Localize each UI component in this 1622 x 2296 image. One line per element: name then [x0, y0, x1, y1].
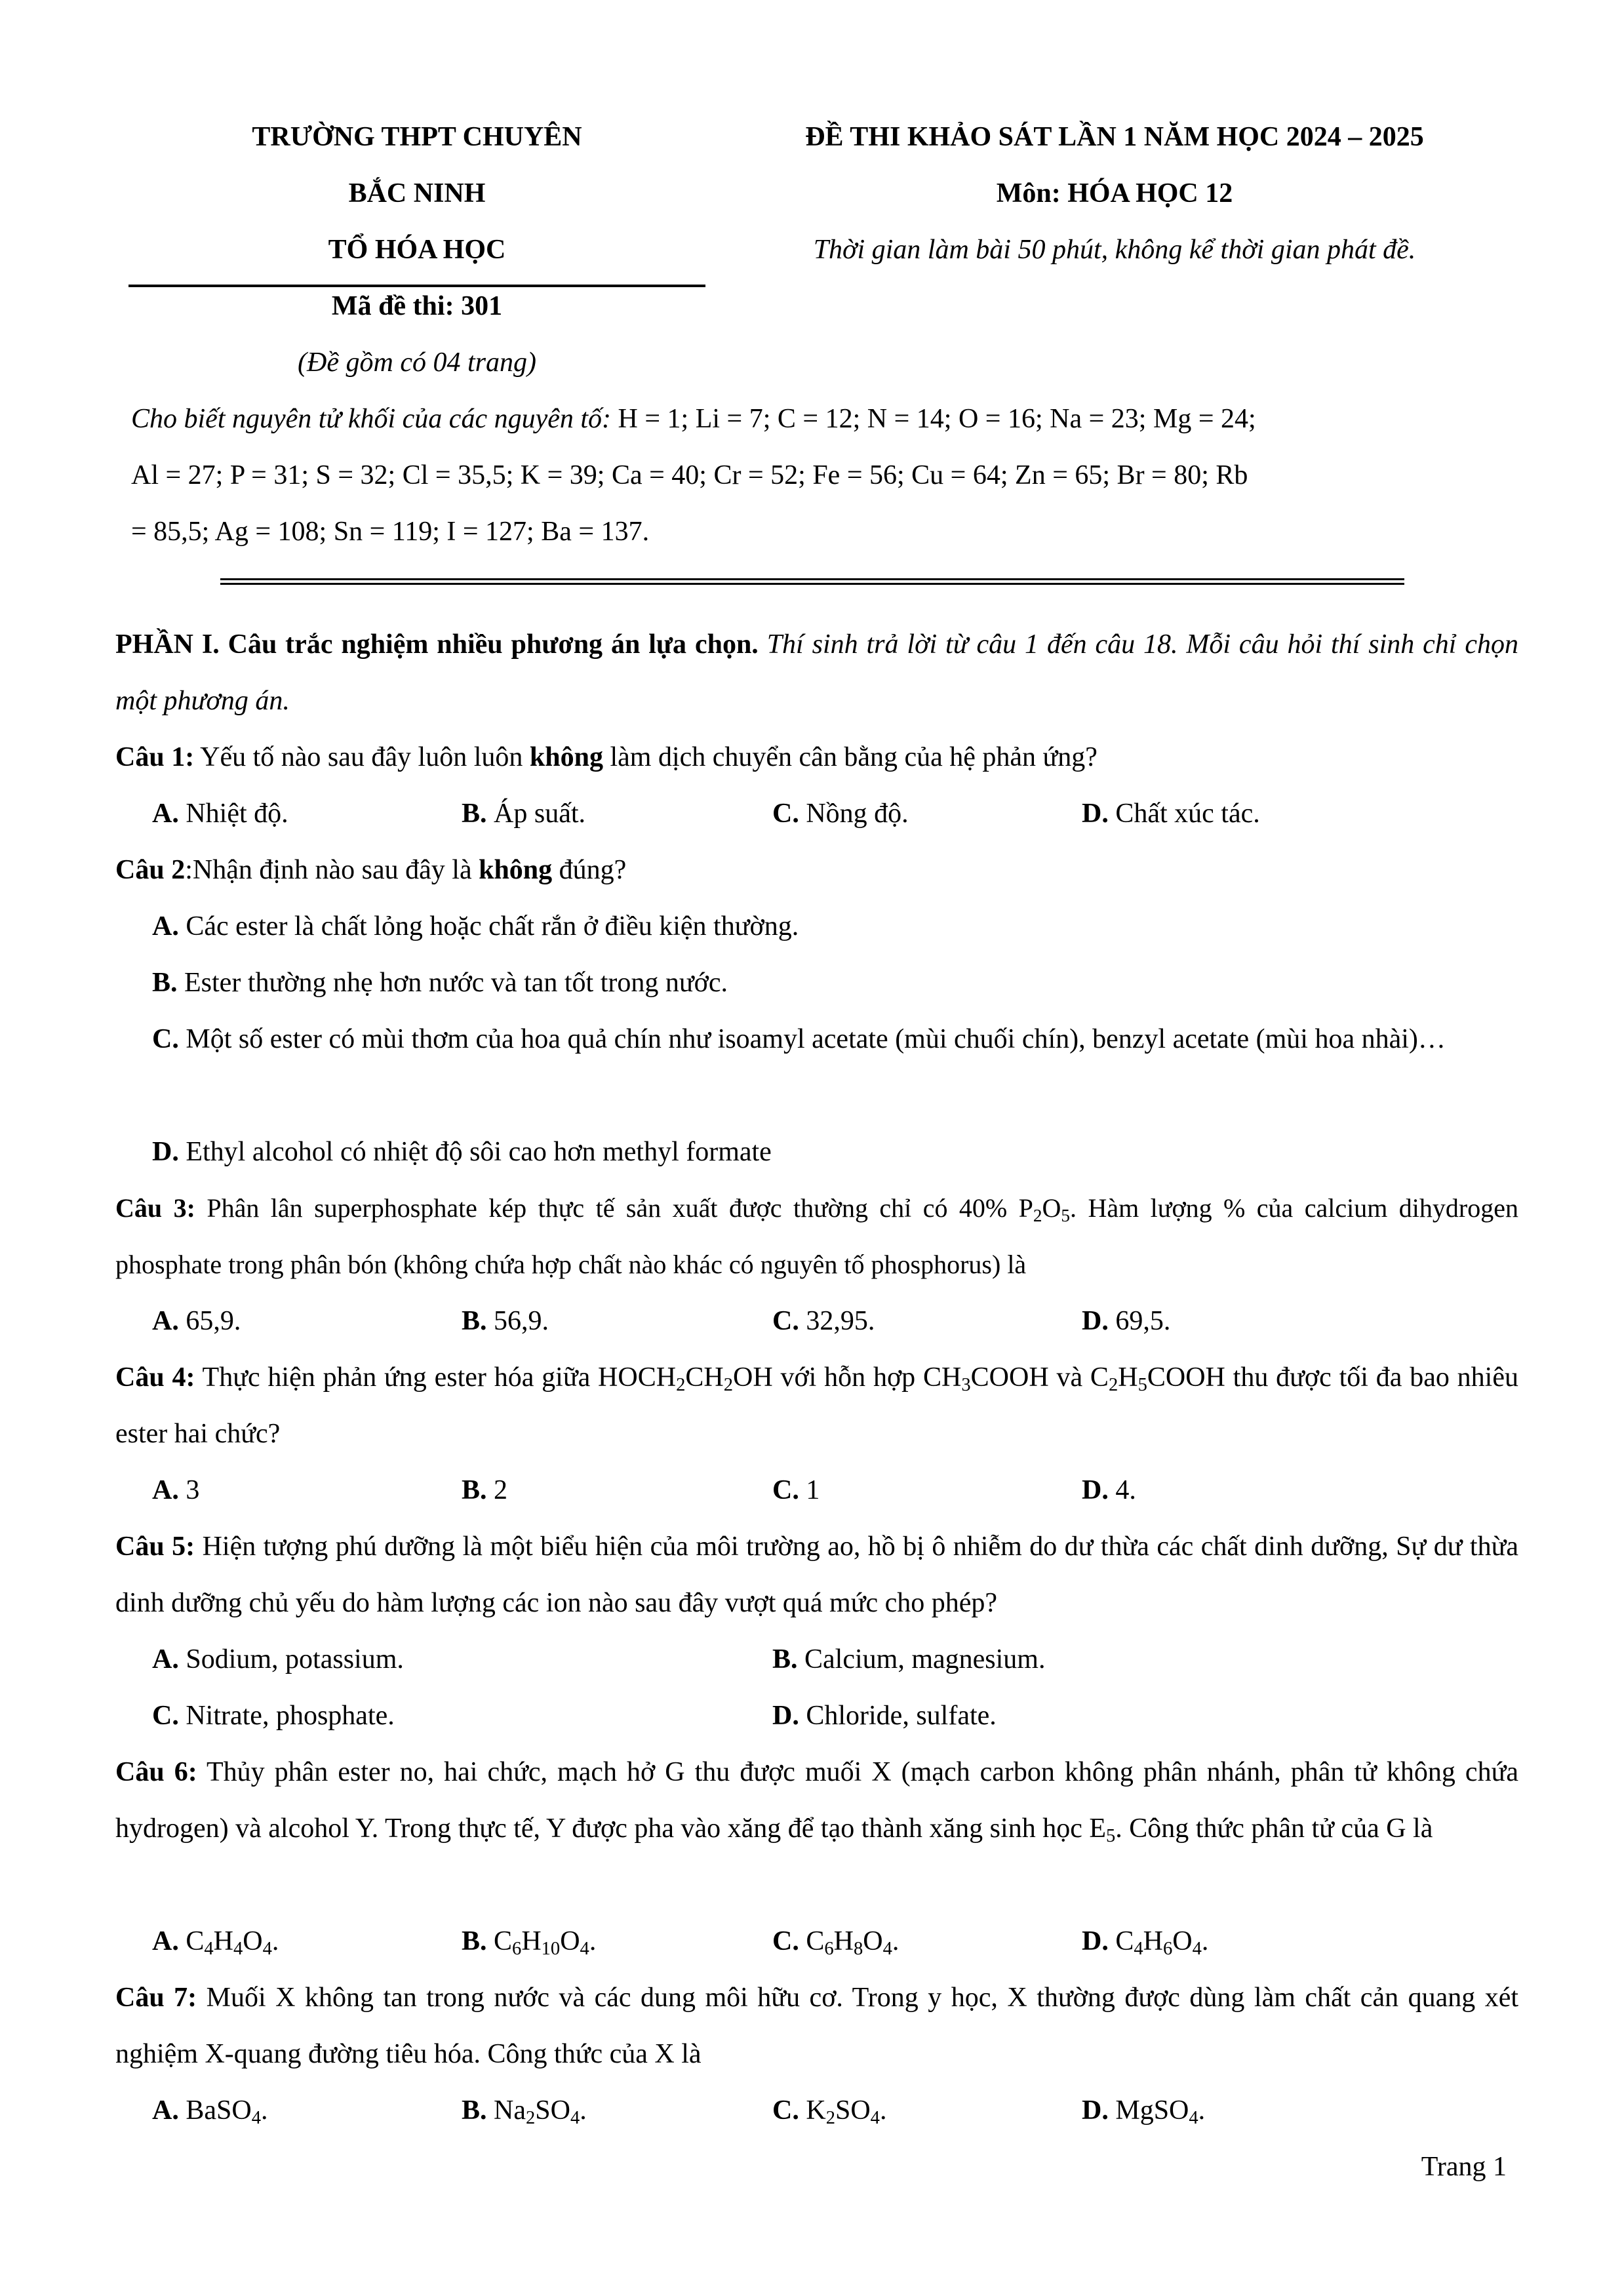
question-7-label: Câu 7:	[115, 1983, 197, 2013]
question-3-text-end: . Hàm lượng % của calcium dihydrogen phosphate trong phân bón (không chứa hợp chất nào khác có nguyên tố phosphorus) là	[115, 1193, 1518, 1279]
atomic-masses-line3: = 85,5; Ag = 108; Sn = 119; I = 127; Ba = 137.	[131, 517, 650, 547]
option-letter: D.	[152, 1137, 179, 1167]
subscript: 4	[570, 2108, 580, 2129]
formula-part: SO	[535, 2095, 570, 2126]
option-text: Ester thường nhẹ hơn nước và tan tốt trong nước.	[177, 968, 728, 998]
subscript: 5	[1106, 1826, 1116, 1847]
section-separator	[220, 578, 1404, 585]
question-5	[115, 1518, 1518, 1631]
question-1-label: Câu 1:	[115, 742, 195, 772]
option-letter: B.	[462, 1475, 487, 1505]
formula-part: .	[580, 2095, 587, 2126]
atomic-masses-label: Cho biết nguyên tử khối của các nguyên tố:	[131, 404, 612, 434]
q5-option-b	[772, 1631, 1045, 1688]
subscript: 4	[1189, 2108, 1198, 2129]
option-letter: D.	[772, 1701, 799, 1731]
formula-part: .	[271, 1926, 279, 1956]
formula-part: .	[879, 2095, 887, 2126]
formula-part: H	[1118, 1362, 1138, 1393]
option-letter: B.	[462, 2095, 487, 2126]
formula-part: H	[1143, 1926, 1163, 1956]
q2-option-b	[152, 955, 728, 1011]
formula-part: COOH và C	[970, 1362, 1109, 1393]
option-text: 32,95.	[799, 1306, 875, 1336]
atomic-masses-values-1: H = 1; Li = 7; C = 12; N = 14; O = 16; Na = 23; Mg = 24;	[611, 404, 1256, 434]
page-number: Trang 1	[1421, 2152, 1507, 2182]
formula-part: MgSO	[1108, 2095, 1189, 2126]
exam-code: Mã đề thi: 301	[331, 291, 503, 321]
school-name-line2: BẮC NINH	[348, 178, 486, 208]
question-2	[115, 842, 1518, 898]
q6-option-d	[1082, 1913, 1208, 1969]
option-letter: D.	[1082, 1306, 1109, 1336]
q7-option-b	[462, 2082, 587, 2139]
option-text: Chloride, sulfate.	[799, 1701, 997, 1731]
part1-heading	[115, 616, 1518, 729]
formula-part: K	[799, 2095, 826, 2126]
option-letter: A.	[152, 1475, 179, 1505]
school-name-line1: TRƯỜNG THPT CHUYÊN	[252, 122, 582, 152]
subscript: 4	[870, 2108, 880, 2129]
question-6	[115, 1744, 1518, 1857]
question-3-text: Phân lân superphosphate kép thực tế sản xuất được thường chỉ có 40% P	[195, 1193, 1033, 1223]
q4-option-d	[1082, 1462, 1136, 1518]
q4-option-a	[152, 1462, 199, 1518]
formula-part: Na	[486, 2095, 526, 2126]
option-text: Nhiệt độ.	[178, 799, 288, 829]
exam-subject: Môn: HÓA HỌC 12	[996, 178, 1233, 208]
option-text: Nồng độ.	[799, 799, 909, 829]
subscript: 4	[1134, 1939, 1143, 1960]
question-5-text: Hiện tượng phú dưỡng là một biểu hiện của môi trường ao, hồ bị ô nhiễm do dư thừa các chất dinh dưỡng, Sự dư thừa dinh dưỡng chủ yếu do hàm lượng các ion nào sau đây vượt quá mức cho phép?	[115, 1532, 1518, 1618]
option-letter: A.	[152, 911, 179, 941]
q1-option-a	[152, 785, 288, 842]
option-text: Ethyl alcohol có nhiệt độ sôi cao hơn methyl formate	[178, 1137, 772, 1167]
subscript: 4	[251, 2108, 261, 2129]
option-letter: C.	[772, 1475, 799, 1505]
option-text: Chất xúc tác.	[1108, 799, 1260, 829]
q1-option-b	[462, 785, 585, 842]
formula-part: O	[560, 1926, 580, 1956]
formula-part: H	[521, 1926, 542, 1956]
q3-option-b	[462, 1293, 549, 1349]
q1-option-d	[1082, 785, 1260, 842]
subscript: 4	[233, 1939, 243, 1960]
option-text: 69,5.	[1108, 1306, 1171, 1336]
subscript: 2	[1033, 1205, 1042, 1225]
option-letter: C.	[772, 1926, 799, 1956]
option-letter: C.	[772, 1306, 799, 1336]
department-name: TỔ HÓA HỌC	[328, 235, 506, 265]
q2-option-d	[152, 1124, 772, 1180]
formula-part: SO	[835, 2095, 871, 2126]
q5-option-a	[152, 1631, 404, 1688]
formula-part: H	[833, 1926, 854, 1956]
q3-option-d	[1082, 1293, 1170, 1349]
q6-option-b	[462, 1913, 596, 1969]
q5-option-d	[772, 1688, 997, 1744]
subscript: 6	[824, 1939, 834, 1960]
exam-title: ĐỀ THI KHẢO SÁT LẦN 1 NĂM HỌC 2024 – 2025	[805, 122, 1424, 152]
q3-option-a	[152, 1293, 241, 1349]
question-4-text: Thực hiện phản ứng ester hóa giữa HOCH	[195, 1362, 677, 1393]
question-7-text: Muối X không tan trong nước và các dung môi hữu cơ. Trong y học, X thường được dùng làm chất cản quang xét nghiệm X-quang đường tiêu hóa. Công thức của X là	[115, 1983, 1519, 2069]
option-letter: A.	[152, 1926, 179, 1956]
q4-option-c	[772, 1462, 820, 1518]
option-letter: D.	[1082, 1926, 1109, 1956]
question-1-emphasis: không	[529, 742, 603, 772]
option-letter: C.	[152, 1701, 179, 1731]
subscript: 4	[1192, 1939, 1202, 1960]
subscript: 6	[1162, 1939, 1173, 1960]
option-letter: C.	[152, 1024, 179, 1054]
question-2-text-end: đúng?	[552, 855, 627, 885]
option-text: 65,9.	[178, 1306, 241, 1336]
formula-part: .	[1198, 2095, 1206, 2126]
subscript: 4	[882, 1939, 892, 1960]
option-letter: D.	[1082, 799, 1109, 829]
option-text: 2	[486, 1475, 508, 1505]
subscript: 4	[262, 1939, 272, 1960]
question-7	[115, 1969, 1518, 2082]
option-text: 1	[799, 1475, 820, 1505]
formula-part: OH với hỗn hợp CH	[732, 1362, 962, 1393]
atomic-masses-line2: Al = 27; P = 31; S = 32; Cl = 35,5; K = 39; Ca = 40; Cr = 52; Fe = 56; Cu = 64; Zn = 65; Br = 80; Rb	[131, 460, 1248, 490]
option-text: Các ester là chất lỏng hoặc chất rắn ở điều kiện thường.	[178, 911, 799, 941]
question-4-text-end: COOH thu được tối đa bao nhiêu ester hai chức?	[115, 1362, 1518, 1449]
q2-option-a	[152, 898, 799, 955]
question-5-label: Câu 5:	[115, 1532, 195, 1562]
question-3	[115, 1180, 1518, 1293]
subscript: 2	[1108, 1375, 1118, 1396]
question-1-text-end: làm dịch chuyển cân bằng của hệ phản ứng?	[603, 742, 1098, 772]
q7-option-d	[1082, 2082, 1205, 2139]
question-3-formula: O	[1042, 1193, 1061, 1223]
option-letter: A.	[152, 2095, 179, 2126]
subscript: 4	[204, 1939, 214, 1960]
option-letter: A.	[152, 1306, 179, 1336]
q7-option-a	[152, 2082, 267, 2139]
question-3-label: Câu 3:	[115, 1193, 195, 1223]
question-1	[115, 729, 1518, 785]
option-letter: A.	[152, 799, 179, 829]
subscript: 3	[961, 1375, 971, 1396]
formula-part: .	[589, 1926, 597, 1956]
subscript: 2	[526, 2108, 536, 2129]
option-text: Calcium, magnesium.	[797, 1644, 1046, 1674]
q4-option-b	[462, 1462, 507, 1518]
q7-option-c	[772, 2082, 886, 2139]
formula-part: O	[863, 1926, 883, 1956]
question-1-text: Yếu tố nào sau đây luôn luôn	[194, 742, 530, 772]
part1-instruction: Thí sinh trả lời từ câu 1 đến câu 18. Mỗi câu hỏi thí sinh chỉ chọn một phương án.	[115, 629, 1518, 716]
option-letter: D.	[1082, 2095, 1109, 2126]
exam-time-note: Thời gian làm bài 50 phút, không kể thời gian phát đề.	[813, 235, 1416, 265]
option-letter: A.	[152, 1644, 179, 1674]
formula-part: O	[243, 1926, 263, 1956]
subscript: 8	[853, 1939, 863, 1960]
option-letter: B.	[462, 799, 487, 829]
option-letter: B.	[152, 968, 178, 998]
question-2-emphasis: không	[479, 855, 553, 885]
subscript: 2	[723, 1375, 733, 1396]
option-letter: B.	[462, 1306, 487, 1336]
atomic-masses-line1	[131, 391, 1256, 447]
q5-option-c	[152, 1688, 395, 1744]
question-4	[115, 1349, 1518, 1462]
question-4-label: Câu 4:	[115, 1362, 195, 1393]
subscript: 10	[541, 1939, 561, 1960]
page-count-note: (Đề gồm có 04 trang)	[298, 347, 536, 378]
part1-title: PHẦN I. Câu trắc nghiệm nhiều phương án lựa chọn.	[115, 629, 759, 660]
formula-part: O	[1172, 1926, 1193, 1956]
formula-part: CH	[685, 1362, 724, 1393]
formula-part: .	[892, 1926, 900, 1956]
subscript: 4	[580, 1939, 589, 1960]
formula-part: C	[799, 1926, 825, 1956]
q6-option-a	[152, 1913, 279, 1969]
subscript: 5	[1061, 1205, 1070, 1225]
question-6-text: Thủy phân ester no, hai chức, mạch hở G thu được muối X (mạch carbon không phân nhánh, phân tử không chứa hydrogen) và alcohol Y. Trong thực tế, Y được pha vào xăng để tạo thành xăng sinh học E	[115, 1757, 1518, 1844]
option-letter: D.	[1082, 1475, 1109, 1505]
option-text: Áp suất.	[486, 799, 586, 829]
question-2-text: :Nhận định nào sau đây là	[185, 855, 479, 885]
q1-option-c	[772, 785, 909, 842]
question-6-text-end: . Công thức phân tử của G là	[1115, 1813, 1433, 1844]
q6-option-c	[772, 1913, 899, 1969]
formula-part: .	[260, 2095, 268, 2126]
formula-part: C	[178, 1926, 205, 1956]
option-text: 56,9.	[486, 1306, 549, 1336]
option-letter: C.	[772, 799, 799, 829]
formula-part: C	[1108, 1926, 1134, 1956]
option-letter: B.	[772, 1644, 798, 1674]
option-text: Một số ester có mùi thơm của hoa quả chín như isoamyl acetate (mùi chuối chín), benzyl acetate (mùi hoa nhài)…	[178, 1024, 1446, 1054]
formula-part: C	[486, 1926, 513, 1956]
q2-option-c	[115, 1011, 1518, 1067]
formula-part: H	[213, 1926, 233, 1956]
question-2-label: Câu 2	[115, 855, 186, 885]
option-text: 3	[178, 1475, 200, 1505]
subscript: 6	[512, 1939, 522, 1960]
option-letter: B.	[462, 1926, 487, 1956]
option-text: Sodium, potassium.	[178, 1644, 404, 1674]
subscript: 2	[676, 1375, 686, 1396]
subscript: 2	[825, 2108, 835, 2129]
formula-part: BaSO	[178, 2095, 252, 2126]
option-text: Nitrate, phosphate.	[178, 1701, 395, 1731]
option-text: 4.	[1108, 1475, 1136, 1505]
q3-option-c	[772, 1293, 875, 1349]
subscript: 5	[1137, 1375, 1147, 1396]
formula-part: .	[1201, 1926, 1209, 1956]
question-6-label: Câu 6:	[115, 1757, 197, 1787]
option-letter: C.	[772, 2095, 799, 2126]
